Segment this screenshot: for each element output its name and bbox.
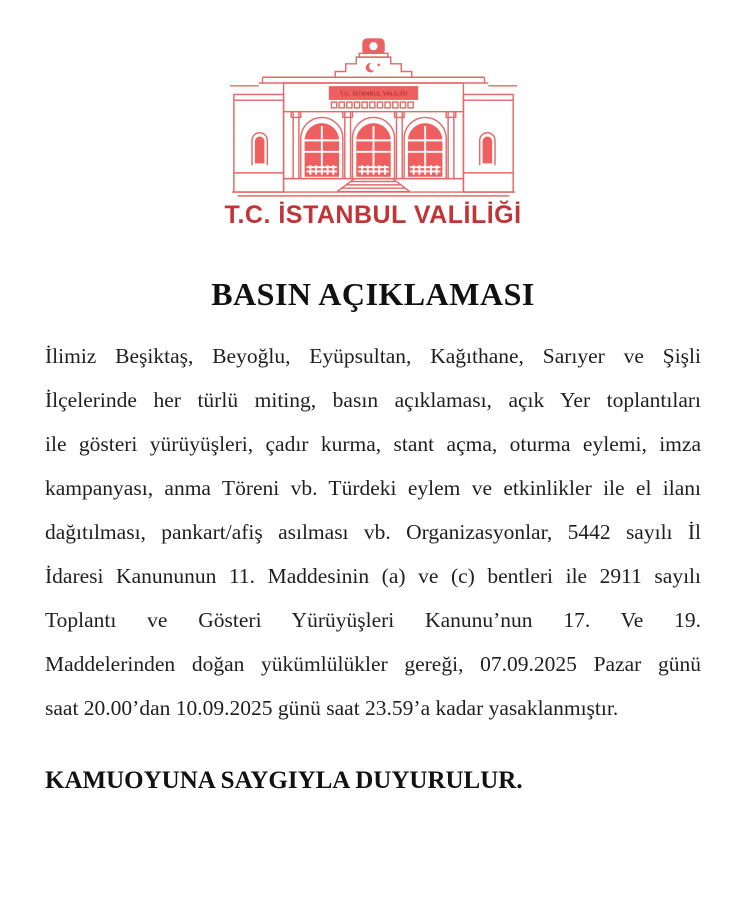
government-building-emblem-icon	[230, 33, 517, 198]
body-line: İlçelerinde her türlü miting, basın açıklaması, açık Yer toplantıları	[45, 388, 701, 412]
body-line: İlimiz Beşiktaş, Beyoğlu, Eyüpsultan, Kağıthane, Sarıyer ve Şişli	[45, 344, 701, 368]
closing-statement: KAMUOYUNA SAYGIYLA DUYURULUR.	[45, 767, 523, 794]
body-line: ile gösteri yürüyüşleri, çadır kurma, stant açma, oturma eylemi, imza	[45, 432, 701, 456]
body-line: dağıtılması, pankart/afiş asılması vb. Organizasyonlar, 5442 sayılı İl	[45, 520, 701, 544]
press-release-body	[45, 334, 701, 730]
body-line: kampanyası, anma Töreni vb. Türdeki eylem ve etkinlikler ile el ilanı	[45, 476, 701, 500]
body-line: İdaresi Kanununun 11. Maddesinin (a) ve (c) bentleri ile 2911 sayılı	[45, 564, 701, 588]
body-line: Maddelerinden doğan yükümlülükler gereği, 07.09.2025 Pazar günü	[45, 652, 701, 676]
letterhead	[0, 0, 746, 230]
press-release-heading: BASIN AÇIKLAMASI	[211, 276, 535, 312]
body-line: Toplantı ve Gösteri Yürüyüşleri Kanunu’nun 17. Ve 19.	[45, 608, 701, 632]
letterhead-title: T.C. İSTANBUL VALİLİĞİ	[224, 201, 522, 229]
logo-plaque-text: T.C. İSTANBUL VALİLİĞİ	[339, 91, 407, 98]
body-line: saat 20.00’dan 10.09.2025 günü saat 23.59’a kadar yasaklanmıştır.	[45, 696, 619, 720]
